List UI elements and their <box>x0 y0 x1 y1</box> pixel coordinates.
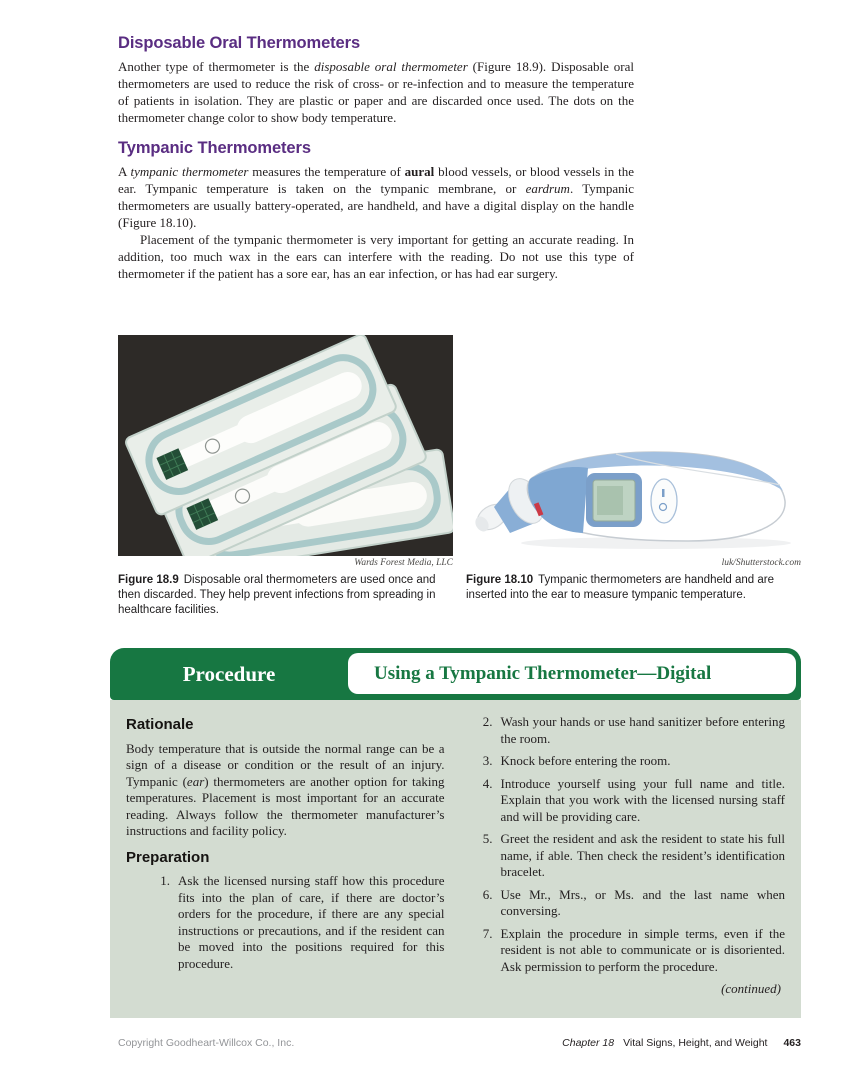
main-text-column <box>118 34 634 282</box>
figure-18-10-label: Figure 18.10 <box>466 574 534 586</box>
text-run: Another type of thermometer is the <box>118 59 315 74</box>
figure-18-9-label: Figure 18.9 <box>118 574 179 586</box>
figures-row <box>118 335 801 618</box>
procedure-left-column <box>126 714 445 998</box>
procedure-title-panel <box>348 653 796 694</box>
procedure-right-column <box>467 714 786 998</box>
step-number: 3. <box>482 753 493 768</box>
procedure-header <box>110 648 801 700</box>
figure-18-9-credit: Wards Forest Media, LLC <box>354 558 453 568</box>
paragraph-disposable <box>118 58 634 126</box>
text-run-italic: ear <box>186 773 205 789</box>
procedure-step-1 <box>126 873 445 972</box>
tympanic-thermometer-photo <box>466 431 801 556</box>
step-text: Wash your hands or use hand sanitizer before entering the room. <box>500 714 785 746</box>
procedure-step-5 <box>467 831 786 881</box>
figure-18-9-caption-text: Disposable oral thermometers are used once and then discarded. They help prevent infections from spreading in healthcare facilities. <box>118 574 436 616</box>
footer-page-number: 463 <box>783 1037 801 1049</box>
step-number: 4. <box>482 775 493 791</box>
text-run-italic: disposable oral thermometer <box>314 59 468 74</box>
text-run: blood vessels, or blood vessels in the ear. Tympanic temperature is taken on the tympanic membrane, or <box>118 164 634 196</box>
step-text: Use Mr., Mrs., or Ms. and the last name when conversing. <box>500 886 785 918</box>
text-run-italic: tympanic thermometer <box>130 164 249 179</box>
figure-18-10 <box>466 335 801 618</box>
step-number: 2. <box>482 714 493 729</box>
paragraph-tympanic-1 <box>118 163 634 231</box>
rationale-paragraph <box>126 741 445 840</box>
step-text: Greet the resident and ask the resident to state his full name, if able. Then check the resident’s identification bracelet. <box>500 831 785 879</box>
section-heading-disposable: Disposable Oral Thermometers <box>118 34 361 52</box>
continued-note: (continued) <box>721 981 781 996</box>
text-run: Body temperature that is outside the normal range can be a sign of a disease or condition or the result of an injury. Tympanic ( <box>126 740 445 789</box>
figure-18-10-photo <box>466 335 801 556</box>
text-run: measures the temperature of <box>248 164 405 179</box>
text-run: ) thermometers are another option for taking temperatures. Placement is most important for an accurate reading. Always follow the thermometer manufacturer’s instructions and facility policy. <box>126 773 445 838</box>
preparation-heading: Preparation <box>126 848 210 866</box>
section-heading-tympanic: Tympanic Thermometers <box>118 139 311 157</box>
step-number: 1. <box>160 873 170 888</box>
procedure-step-7 <box>467 926 786 976</box>
procedure-title: Using a Tympanic Thermometer—Digital <box>374 662 712 684</box>
step-text: Introduce yourself using your full name and title. Explain that you work with the licensed nursing staff and will be providing care. <box>500 775 785 824</box>
step-text: Ask the licensed nursing staff how this procedure fits into the plan of care, if there are doctor’s orders for the procedure, if there are any special instructions or precautions, and if the resident can be moved into the positions required for this procedure. <box>178 873 445 971</box>
footer-copyright: Copyright Goodheart-Willcox Co., Inc. <box>118 1037 295 1049</box>
step-text: Explain the procedure in simple terms, even if the resident is not able to communicate or is disoriented. Ask permission to perform the procedure. <box>500 925 785 974</box>
text-run-italic: eardrum <box>525 181 570 196</box>
procedure-step-3 <box>467 753 786 770</box>
step-number: 7. <box>482 925 493 941</box>
text-run: (Figure 18.9). Disposable oral thermometers are used to reduce the risk of cross- or re-infection and to measure the temperature of patients in isolation. They are plastic or paper and are discarded once used. The dots on the thermometer change color to show body temperature. <box>118 59 634 125</box>
figure-18-9-photo <box>118 335 453 556</box>
disposable-thermometers-photo <box>118 335 453 556</box>
text-run-bold: aural <box>404 164 435 179</box>
step-number: 5. <box>482 831 493 846</box>
rationale-heading: Rationale <box>126 716 194 733</box>
page-footer <box>118 1037 801 1049</box>
footer-chapter-title: Vital Signs, Height, and Weight <box>623 1037 768 1049</box>
procedure-badge: Procedure <box>182 661 276 686</box>
footer-chapter-number: Chapter 18 <box>562 1037 615 1049</box>
figure-18-9 <box>118 335 453 618</box>
paragraph-tympanic-2: Placement of the tympanic thermometer is very important for getting an accurate reading. In addition, too much wax in the ears can interfere with the reading. Do not use this type of thermometer if the patient has a sore ear, has an ear infection, or has had ear surgery. <box>118 232 634 281</box>
text-run: A <box>118 164 131 179</box>
step-number: 6. <box>482 886 493 902</box>
footer-chapter-info <box>562 1037 801 1049</box>
procedure-body <box>110 700 801 1018</box>
figure-18-9-caption <box>118 573 453 618</box>
procedure-step-6 <box>467 887 786 920</box>
text-run: . Tympanic thermometers are usually battery-operated, are handheld, and have a digital display on the handle (Figure 18.10). <box>118 181 635 230</box>
procedure-step-4 <box>467 776 786 826</box>
step-text: Knock before entering the room. <box>500 753 671 768</box>
figure-18-10-credit: luk/Shutterstock.com <box>721 558 801 568</box>
procedure-box <box>110 648 801 1018</box>
procedure-step-2 <box>467 714 786 747</box>
figure-18-10-caption-text: Tympanic thermometers are handheld and are inserted into the ear to measure tympanic temperature. <box>466 574 775 601</box>
figure-18-10-caption <box>466 573 801 603</box>
